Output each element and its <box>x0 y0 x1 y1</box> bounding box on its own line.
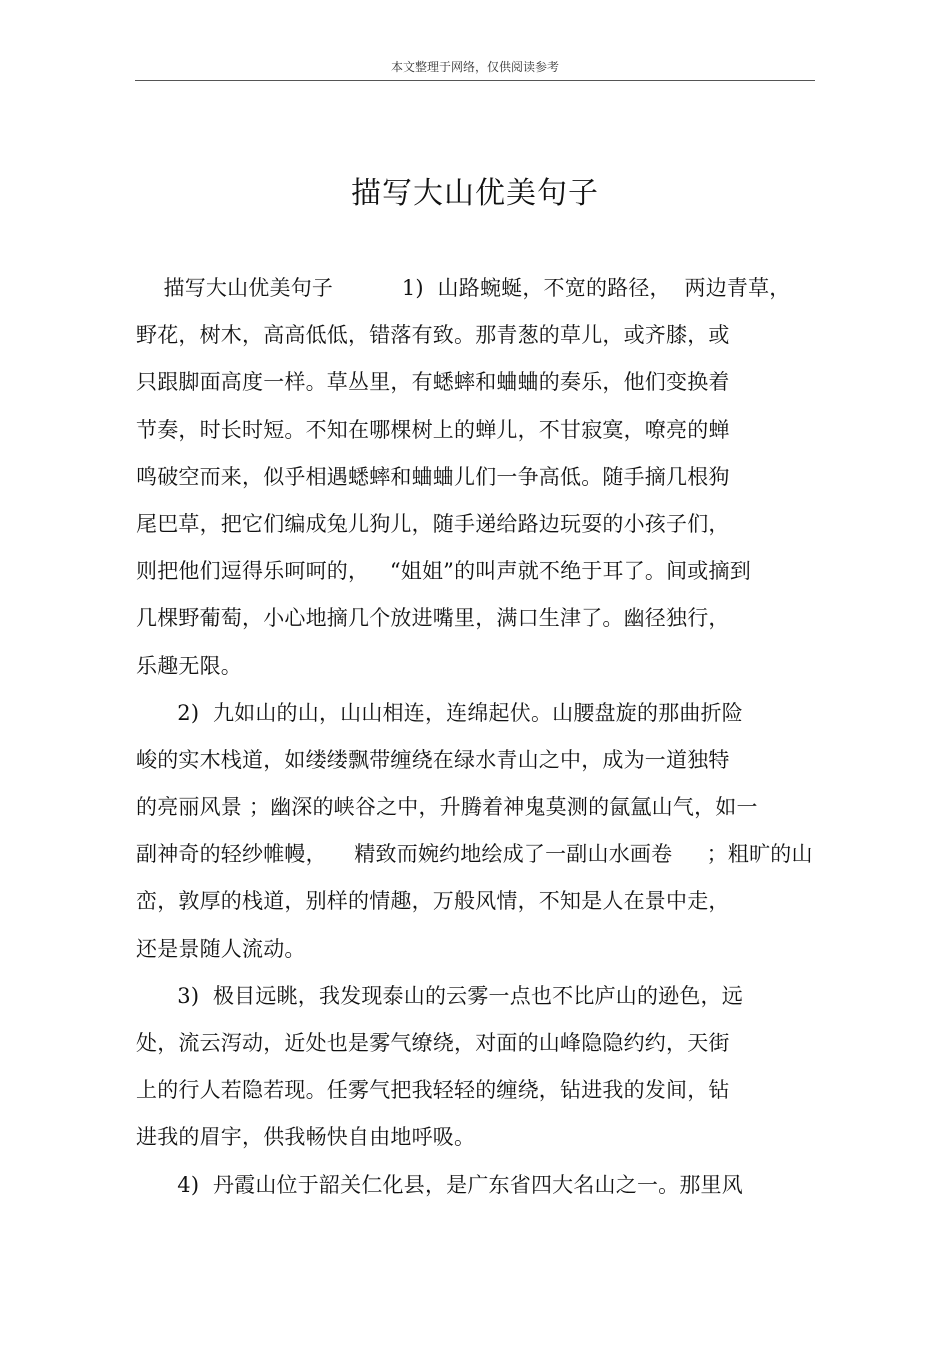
body-line: 只跟脚面高度一样。草丛里，有蟋蟀和蛐蛐的奏乐，他们变换着 <box>136 370 730 395</box>
body-line: 峻的实木栈道，如缕缕飘带缠绕在绿水青山之中，成为一道独特 <box>136 747 730 772</box>
document-body <box>136 268 816 1212</box>
body-line: 描写大山优美句子 1) 山路蜿蜒，不宽的路径， 两边青草， <box>136 276 791 300</box>
body-line: 节奏，时长时短。不知在哪棵树上的蝉儿，不甘寂寞，嘹亮的蝉 <box>136 417 730 442</box>
body-line: 处，流云泻动，近处也是雾气缭绕，对面的山峰隐隐约约，天街 <box>136 1031 730 1055</box>
body-line: 野花，树木，高高低低，错落有致。那青葱的草儿，或齐膝，或 <box>136 323 730 348</box>
body-line: 2) 九如山的山，山山相连，连绵起伏。山腰盘旋的那曲折险 <box>136 700 743 725</box>
body-line: 副神奇的轻纱帷幔， 精致而婉约地绘成了一副山水画卷 ；粗旷的山 <box>136 842 813 867</box>
body-line: 上的行人若隐若现。任雾气把我轻轻的缠绕，钻进我的发间，钻 <box>136 1078 730 1103</box>
body-line: 峦，敦厚的栈道，别样的情趣，万般风情，不知是人在景中走， <box>136 889 730 914</box>
header-divider <box>135 80 815 81</box>
body-line: 尾巴草，把它们编成兔儿狗儿，随手递给路边玩耍的小孩子们， <box>136 511 730 536</box>
header-note: 本文整理于网络，仅供阅读参考 <box>390 60 559 74</box>
body-line: 进我的眉宇，供我畅快自由地呼吸。 <box>136 1125 476 1150</box>
body-line: 鸣破空而来，似乎相遇蟋蟀和蛐蛐儿们一争高低。随手摘几根狗 <box>136 464 730 489</box>
document-title: 描写大山优美句子 <box>351 176 599 212</box>
body-line: 3) 极目远眺，我发现泰山的云雾一点也不比庐山的逊色，远 <box>136 983 743 1008</box>
body-line: 4) 丹霞山位于韶关仁化县，是广东省四大名山之一。那里风 <box>136 1172 743 1197</box>
body-line: 还是景随人流动。 <box>136 936 306 961</box>
body-line: 则把他们逗得乐呵呵的， “姐姐”的叫声就不绝于耳了。间或摘到 <box>136 559 751 584</box>
body-line: 乐趣无限。 <box>136 653 242 678</box>
body-line: 几棵野葡萄，小心地摘几个放进嘴里，满口生津了。幽径独行， <box>136 606 730 631</box>
body-line: 的亮丽风景 ；幽深的峡谷之中，升腾着神鬼莫测的氤氲山气，如一 <box>136 795 758 820</box>
